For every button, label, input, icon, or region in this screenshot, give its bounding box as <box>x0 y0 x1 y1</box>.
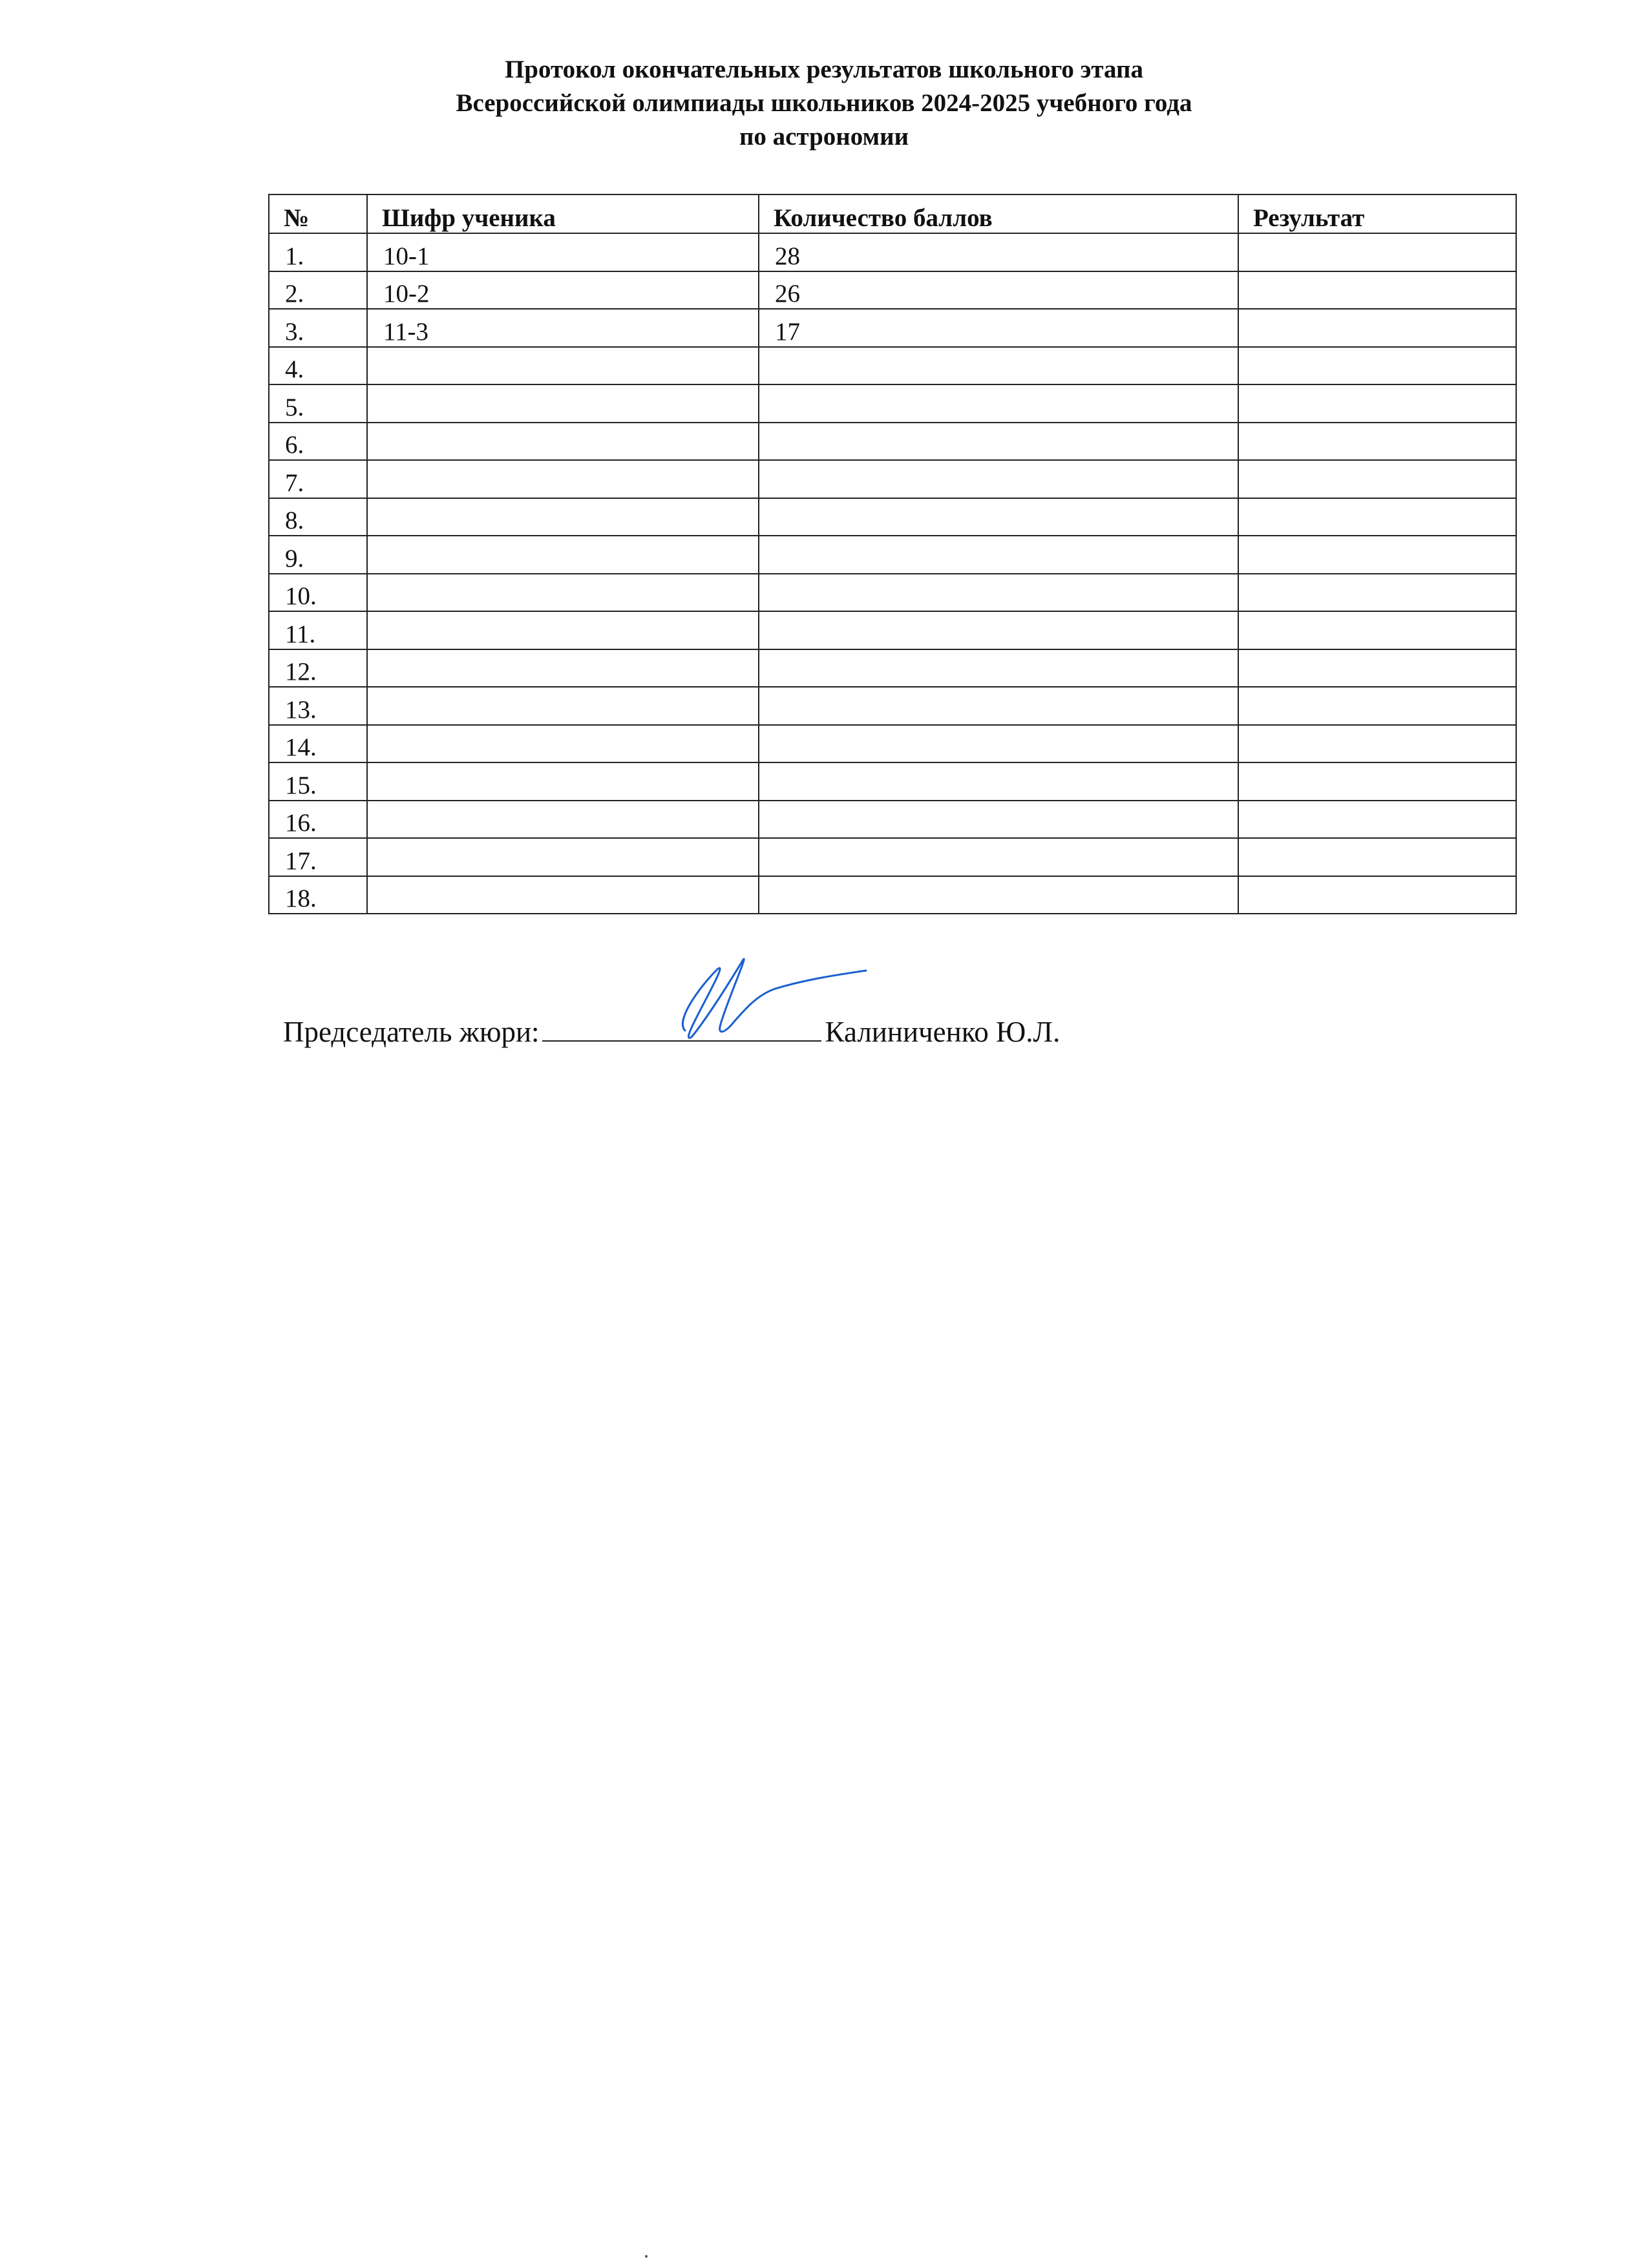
table-row <box>269 460 1516 498</box>
results-table-body <box>269 233 1516 914</box>
score-value <box>759 423 1238 461</box>
result-value <box>1238 801 1516 839</box>
row-number: 16. <box>269 801 367 839</box>
score-value <box>759 498 1238 536</box>
table-row <box>269 574 1516 612</box>
table-row <box>269 687 1516 725</box>
table-row <box>269 384 1516 423</box>
result-value <box>1238 498 1516 536</box>
title-line-2: Всероссийской олимпиады школьников 2024-2025 учебного года <box>456 89 1192 117</box>
table-row <box>269 423 1516 461</box>
row-number: 11. <box>269 611 367 649</box>
result-value <box>1238 762 1516 801</box>
table-row <box>269 498 1516 536</box>
row-number: 10. <box>269 574 367 612</box>
row-number: 4. <box>269 347 367 385</box>
table-row <box>269 611 1516 649</box>
score-value <box>759 347 1238 385</box>
row-number: 15. <box>269 762 367 801</box>
result-value <box>1238 611 1516 649</box>
table-row <box>269 762 1516 801</box>
score-value <box>759 460 1238 498</box>
result-value <box>1238 460 1516 498</box>
score-value <box>759 762 1238 801</box>
student-code <box>367 838 759 876</box>
student-code <box>367 347 759 385</box>
student-code <box>367 801 759 839</box>
score-value <box>759 687 1238 725</box>
result-value <box>1238 309 1516 347</box>
student-code <box>367 611 759 649</box>
student-code: 10-2 <box>367 271 759 310</box>
score-value: 28 <box>759 233 1238 271</box>
result-value <box>1238 536 1516 574</box>
result-value <box>1238 233 1516 271</box>
table-row <box>269 801 1516 839</box>
row-number: 13. <box>269 687 367 725</box>
result-value <box>1238 347 1516 385</box>
result-value <box>1238 687 1516 725</box>
score-value <box>759 725 1238 763</box>
table-row <box>269 536 1516 574</box>
result-value <box>1238 649 1516 688</box>
score-value: 26 <box>759 271 1238 310</box>
student-code <box>367 574 759 612</box>
row-number: 9. <box>269 536 367 574</box>
header-result: Результат <box>1238 194 1516 233</box>
student-code <box>367 876 759 914</box>
table-row <box>269 649 1516 688</box>
row-number: 3. <box>269 309 367 347</box>
score-value: 17 <box>759 309 1238 347</box>
row-number: 12. <box>269 649 367 688</box>
table-row <box>269 838 1516 876</box>
score-value <box>759 649 1238 688</box>
row-number: 7. <box>269 460 367 498</box>
result-value <box>1238 271 1516 310</box>
score-value <box>759 838 1238 876</box>
student-code <box>367 384 759 423</box>
row-number: 1. <box>269 233 367 271</box>
student-code <box>367 762 759 801</box>
document-title <box>0 53 1648 154</box>
table-row <box>269 876 1516 914</box>
table-row <box>269 309 1516 347</box>
table-header-row <box>269 194 1516 233</box>
student-code <box>367 649 759 688</box>
student-code <box>367 498 759 536</box>
row-number: 17. <box>269 838 367 876</box>
student-code: 11-3 <box>367 309 759 347</box>
score-value <box>759 384 1238 423</box>
results-table <box>268 194 1517 914</box>
student-code: 10-1 <box>367 233 759 271</box>
score-value <box>759 574 1238 612</box>
header-number: № <box>269 194 367 233</box>
row-number: 5. <box>269 384 367 423</box>
result-value <box>1238 725 1516 763</box>
result-value <box>1238 876 1516 914</box>
table-row <box>269 271 1516 310</box>
student-code <box>367 536 759 574</box>
row-number: 8. <box>269 498 367 536</box>
student-code <box>367 687 759 725</box>
student-code <box>367 423 759 461</box>
result-value <box>1238 423 1516 461</box>
header-score: Количество баллов <box>759 194 1238 233</box>
table-row <box>269 725 1516 763</box>
row-number: 2. <box>269 271 367 310</box>
scan-speck <box>645 2255 648 2258</box>
row-number: 6. <box>269 423 367 461</box>
row-number: 14. <box>269 725 367 763</box>
result-value <box>1238 384 1516 423</box>
chairman-name: Калиниченко Ю.Л. <box>825 1016 1061 1048</box>
chairman-label: Председатель жюри: <box>283 1016 540 1048</box>
result-value <box>1238 574 1516 612</box>
table-row <box>269 347 1516 385</box>
result-value <box>1238 838 1516 876</box>
student-code <box>367 460 759 498</box>
table-row <box>269 233 1516 271</box>
title-line-1: Протокол окончательных результатов школьного этапа <box>504 56 1144 83</box>
score-value <box>759 611 1238 649</box>
score-value <box>759 876 1238 914</box>
header-student-code: Шифр ученика <box>367 194 759 233</box>
signature-stroke <box>682 959 866 1038</box>
score-value <box>759 801 1238 839</box>
score-value <box>759 536 1238 574</box>
student-code <box>367 725 759 763</box>
handwritten-signature <box>646 950 879 1060</box>
row-number: 18. <box>269 876 367 914</box>
title-line-3: по астрономии <box>739 123 909 151</box>
